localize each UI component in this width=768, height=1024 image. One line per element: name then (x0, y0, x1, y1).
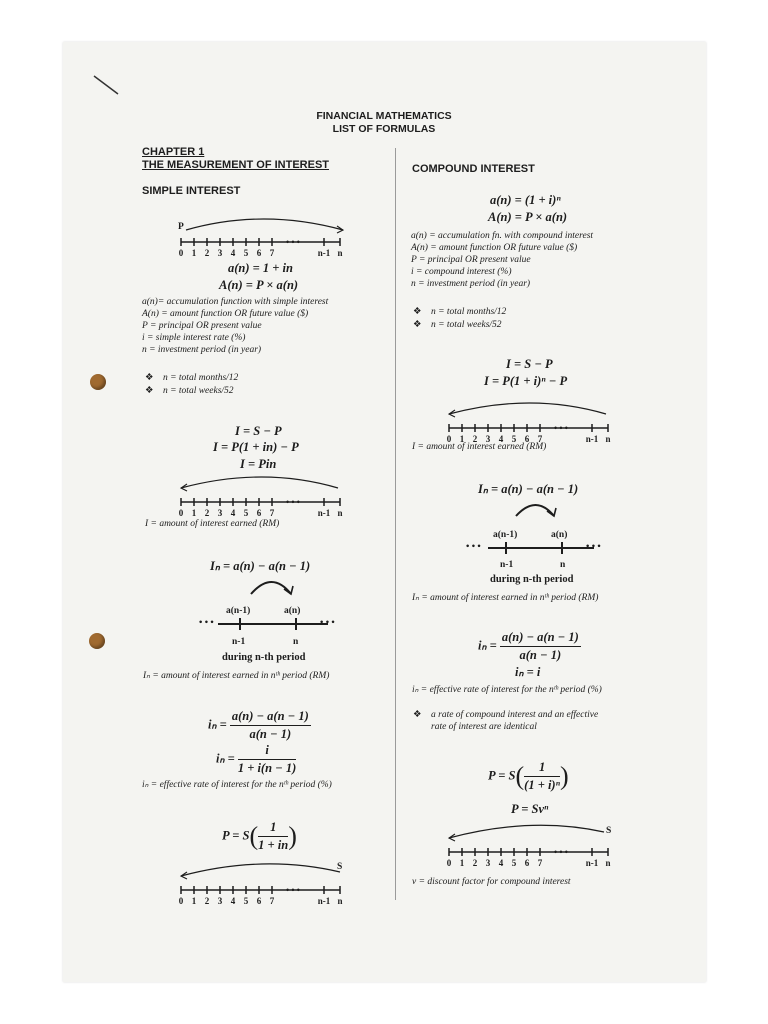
timeline-tick-label: 3 (485, 434, 491, 444)
simple-an1-label: a(n-1) (226, 606, 251, 616)
document-subtitle: LIST OF FORMULAS (332, 123, 436, 135)
timeline-tick-label: 3 (217, 248, 223, 258)
compound-discount-factor-def: v = discount factor for compound interest (412, 877, 571, 887)
compound-note-line2: rate of interest are identical (431, 722, 537, 732)
simple-interest-heading: SIMPLE INTEREST (142, 185, 241, 197)
simple-effective-rate-formula: iₙ = $\frac{a(n) - a(n - 1)}{a(n - 1)}$ (208, 709, 309, 741)
timeline-tick-label: 1 (459, 434, 465, 444)
timeline-tick-label: 4 (498, 434, 504, 444)
compound-interest-formula-2: I = P(1 + i)ⁿ − P (484, 374, 568, 388)
timeline-tick-label: 0 (178, 896, 184, 906)
compound-period-label: during n-th period (490, 574, 574, 585)
timeline-tick-label: 6 (256, 896, 262, 906)
timeline-tick-label: n (337, 248, 343, 258)
compound-accum-formula: a(n) = (1 + i)ⁿ (490, 193, 561, 207)
chapter-label: CHAPTER 1 (142, 146, 205, 158)
timeline-tick-label: n-1 (585, 858, 599, 868)
simple-interest-formula-3: I = Pin (240, 457, 277, 471)
simple-dots-left: • • • (199, 618, 214, 628)
timeline-tick-label: 7 (269, 896, 275, 906)
chapter-title: THE MEASUREMENT OF INTEREST (142, 159, 330, 171)
timeline-tick-label: 7 (269, 508, 275, 518)
timeline-tick-label: 0 (178, 248, 184, 258)
timeline-tick-label: 6 (524, 434, 530, 444)
simple-accum-formula: a(n) = 1 + in (228, 261, 293, 275)
simple-period-interest-def: Iₙ = amount of interest earned in nᵗʰ period (RM) (143, 671, 330, 681)
timeline-tick-label: 6 (256, 508, 262, 518)
timeline-tick-label: • • • (554, 847, 568, 857)
timeline-tick-label: n-1 (317, 896, 331, 906)
simple-bullet-weeks: ❖ n = total weeks/52 (145, 386, 234, 396)
timeline-simple-2 (178, 470, 358, 518)
timeline-tick-label: 4 (230, 248, 236, 258)
timeline-compound-1 (446, 396, 626, 444)
timeline-tick-label: 6 (524, 858, 530, 868)
simple-dots-right: • • • (320, 618, 335, 628)
simple-effective-rate-formula-2: iₙ = $\frac{i}{1 + i(n - 1)}$ (216, 743, 297, 775)
timeline-tick-label: 0 (446, 858, 452, 868)
compound-bullets (413, 306, 506, 332)
simple-n-label: n (293, 637, 299, 647)
compound-amount-formula: A(n) = P × a(n) (488, 210, 568, 224)
simple-effective-rate-def: iₙ = effective rate of interest for the nᵗʰ period (%) (142, 780, 332, 790)
compound-effective-rate-def: iₙ = effective rate of interest for the nᵗʰ period (%) (412, 685, 602, 695)
compound-present-value-formula: P = S( $\frac{1}{\text{(1 + i)ⁿ}}$ ) (488, 760, 569, 792)
timeline-tick-label: 5 (511, 858, 517, 868)
compound-def-principal: P = principal OR present value (411, 255, 531, 265)
compound-an-label: a(n) (551, 530, 568, 540)
timeline-tick-label: n-1 (585, 434, 599, 444)
timeline-tick-label: 1 (459, 858, 465, 868)
compound-def-period: n = investment period (in year) (411, 279, 531, 289)
punch-hole-lower (89, 633, 105, 649)
timeline-simple-3 (178, 858, 358, 906)
simple-definitions (142, 296, 328, 356)
timeline-tick-label: 2 (204, 896, 210, 906)
compound-period-interest-formula: Iₙ = a(n) − a(n − 1) (478, 482, 579, 496)
simple-def-accumulation: a(n)= accumulation function with simple interest (142, 297, 329, 307)
timeline-tick-label: 4 (230, 896, 236, 906)
timeline-tick-label: n (605, 434, 611, 444)
timeline-tick-label: 1 (191, 248, 197, 258)
compound-effective-rate-formula: iₙ = $\frac{a(n) - a(n - 1)}{a(n - 1)}$ (478, 630, 579, 662)
timeline3-s-label: S (337, 862, 343, 872)
simple-def-amount: A(n) = amount function OR future value ($) (142, 309, 309, 319)
bullet-icon: ❖ (145, 373, 154, 383)
simple-n1-label: n-1 (232, 637, 246, 647)
bullet-icon: ❖ (413, 320, 422, 330)
document-title: FINANCIAL MATHEMATICS (316, 110, 452, 122)
timeline-tick-label: 3 (217, 508, 223, 518)
compound-interest-heading: COMPOUND INTEREST (412, 163, 535, 175)
simple-period-interest-formula: Iₙ = a(n) − a(n − 1) (210, 559, 311, 573)
timeline-tick-label: • • • (554, 423, 568, 433)
timeline-tick-label: 1 (191, 896, 197, 906)
timeline-tick-label: 3 (485, 858, 491, 868)
simple-an-label: a(n) (284, 606, 301, 616)
compound-definitions (411, 230, 593, 290)
timeline-tick-label: 0 (446, 434, 452, 444)
compound-note-line1: ❖ a rate of compound interest and an effective (413, 710, 599, 720)
compound-def-accumulation: a(n) = accumulation fn. with compound interest (411, 231, 594, 241)
timeline-tick-label: 6 (256, 248, 262, 258)
column-divider (395, 148, 396, 900)
period-diagram-compound (466, 496, 626, 556)
timeline-tick-label: 3 (217, 896, 223, 906)
simple-def-rate: i = simple interest rate (%) (142, 333, 246, 343)
simple-amount-formula: A(n) = P × a(n) (219, 278, 299, 292)
timeline-tick-label: 2 (472, 858, 478, 868)
compound-an1-label: a(n-1) (493, 530, 518, 540)
timeline-tick-label: 5 (243, 508, 249, 518)
timeline-tick-label: 2 (472, 434, 478, 444)
simple-interest-def: I = amount of interest earned (RM) (145, 519, 280, 529)
compound-bullet-weeks: ❖ n = total weeks/52 (413, 320, 502, 330)
compound-interest-formula-1: I = S − P (506, 357, 553, 371)
timeline-tick-label: 0 (178, 508, 184, 518)
bullet-icon: ❖ (413, 307, 422, 317)
timeline-tick-label: n-1 (317, 508, 331, 518)
timeline-tick-label: n (337, 508, 343, 518)
compound-effective-rate-formula-2: iₙ = i (515, 665, 541, 679)
timeline-tick-label: • • • (286, 885, 300, 895)
compound-period-interest-def: Iₙ = amount of interest earned in nᵗʰ period (RM) (412, 593, 599, 603)
timeline-tick-label: n (605, 858, 611, 868)
timeline-tick-label: 7 (537, 434, 543, 444)
bullet-icon: ❖ (145, 386, 154, 396)
compound-n-label: n (560, 560, 566, 570)
timeline-tick-label: 2 (204, 508, 210, 518)
simple-interest-formula-1: I = S − P (235, 424, 282, 438)
simple-period-label: during n-th period (222, 652, 306, 663)
timeline-tick-label: 4 (230, 508, 236, 518)
compound-def-amount: A(n) = amount function OR future value ($) (411, 243, 578, 253)
timeline-tick-label: 2 (204, 248, 210, 258)
compound-dots-right: • • • (586, 542, 601, 552)
punch-hole-upper (90, 374, 106, 390)
compound-dots-left: • • • (466, 542, 481, 552)
timeline-compound-2 (446, 820, 626, 868)
simple-bullet-months: ❖ n = total months/12 (145, 373, 239, 383)
simple-def-principal: P = principal OR present value (142, 321, 262, 331)
timeline-tick-label: • • • (286, 497, 300, 507)
timeline-tick-label: 5 (243, 896, 249, 906)
timeline-simple-1 (178, 210, 358, 258)
timeline-tick-label: n (337, 896, 343, 906)
timeline-tick-label: 7 (269, 248, 275, 258)
timeline-tick-label: n-1 (317, 248, 331, 258)
compound-bullet-months: ❖ n = total months/12 (413, 307, 507, 317)
timeline-tick-label: 4 (498, 858, 504, 868)
compound-def-rate: i = compound interest (%) (411, 267, 512, 277)
timeline-tick-label: 7 (537, 858, 543, 868)
bullet-icon: ❖ (413, 710, 422, 720)
simple-interest-formula-2: I = P(1 + in) − P (213, 440, 299, 454)
timeline1-p-label: P (178, 222, 184, 232)
timeline-tick-label: 5 (243, 248, 249, 258)
compound-n1-label: n-1 (500, 560, 514, 570)
timeline-tick-label: 1 (191, 508, 197, 518)
pen-mark (92, 72, 132, 102)
timeline-tick-label: • • • (286, 237, 300, 247)
compound-discount-formula: P = Svⁿ (511, 802, 549, 816)
compound-interest-def: I = amount of interest earned (RM) (412, 442, 547, 452)
timeline-tick-label: 5 (511, 434, 517, 444)
compound-s-label: S (606, 826, 612, 836)
simple-bullets (145, 372, 238, 398)
simple-present-value-formula: P = S( $\frac{1}{1 + in}$ ) (222, 820, 297, 852)
simple-def-period: n = investment period (in year) (142, 345, 262, 355)
